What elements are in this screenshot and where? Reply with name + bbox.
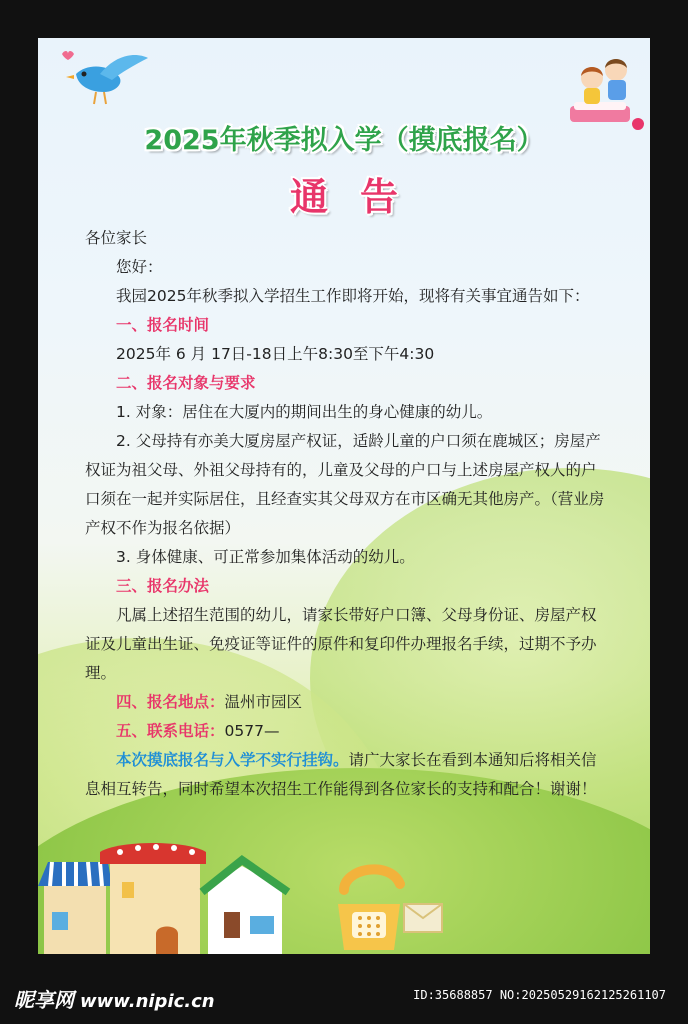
closing-highlight: 本次摸底报名与入学不实行挂钩。 [116, 751, 349, 769]
watermark-brand-text: 昵享网 [14, 988, 74, 1012]
section-place [85, 688, 605, 717]
houses-icon [38, 838, 298, 954]
watermark-brand [14, 984, 215, 1013]
intro-paragraph: 我园2025年秋季拟入学招生工作即将开始，现将有关事宜通告如下： [116, 287, 590, 305]
target-item-2: 2. 父母持有亦美大厦房屋产权证，适龄儿童的户口须在鹿城区；房屋产权证为祖父母、外祖父母持有的，儿童及父母的户口与上述房屋产权人的户口须在一起并实际居住，且经查实其父母双方在市区确无其他房产。（营业房产权不作为报名依据） [85, 432, 605, 537]
section-place-heading: 四、报名地点： [116, 693, 225, 711]
notice-body [85, 224, 605, 804]
target-item-1: 1. 对象：居住在大厦内的期间出生的身心健康的幼儿。 [116, 403, 493, 421]
section-phone-heading: 五、联系电话： [116, 722, 225, 740]
section-place-text: 温州市园区 [224, 693, 303, 711]
telephone-icon [330, 860, 450, 954]
poster-subtitle: 通告 [289, 175, 430, 219]
watermark-id: ID:35688857 NO:20250529162125261107 [413, 988, 666, 1002]
section-time-text: 2025年 6 月 17日-18日上午8:30至下午4:30 [116, 345, 435, 363]
section-method-text: 凡属上述招生范围的幼儿，请家长带好户口簿、父母身份证、房屋产权证及儿童出生证、免疫证等证件的原件和复印件办理报名手续，过期不予办理。 [85, 606, 597, 682]
watermark-site: www.nipic.cn [80, 991, 215, 1012]
section-target-heading: 二、报名对象与要求 [116, 374, 256, 392]
bird-icon [56, 44, 156, 114]
section-time-heading: 一、报名时间 [116, 316, 210, 334]
section-phone [85, 717, 605, 746]
greeting: 各位家长 [85, 229, 148, 247]
poster-title: 2025年秋季拟入学（摸底报名） [144, 125, 544, 156]
section-method-heading: 三、报名办法 [116, 577, 210, 595]
poster [38, 38, 650, 954]
closing-notice [85, 746, 605, 804]
section-phone-text: 0577— [224, 722, 280, 740]
closing-text: 请广大家长在看到本通知后将相关信息相互转告，同时希望本次招生工作能得到各位家长的支持和配合！谢谢！ [85, 751, 597, 798]
target-item-3: 3. 身体健康、可正常参加集体活动的幼儿。 [116, 548, 415, 566]
salutation: 您好： [116, 258, 163, 276]
